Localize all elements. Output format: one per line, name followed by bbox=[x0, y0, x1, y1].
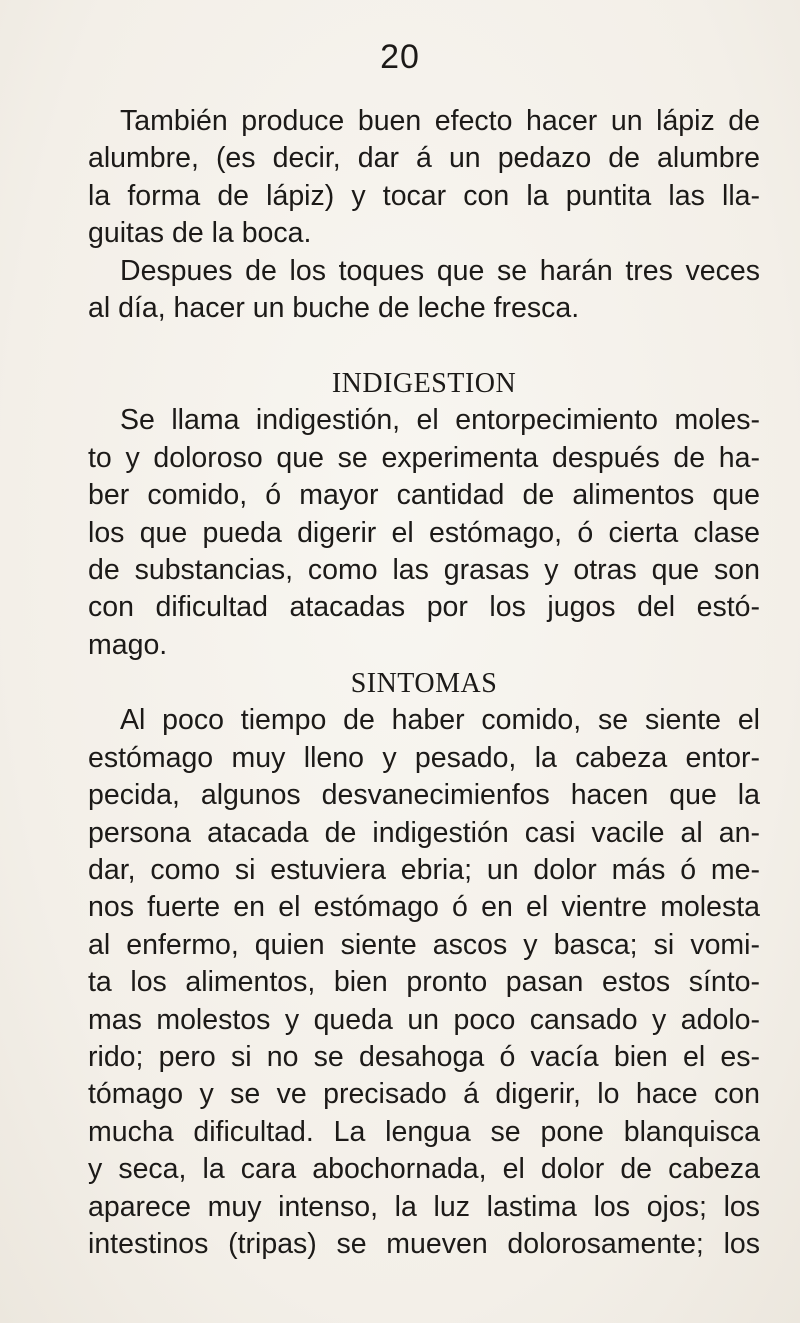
text-line: la forma de lápiz) y tocar con la puntita las lla- bbox=[88, 179, 760, 212]
text-line: aparece muy intenso, la luz lastima los ojos; los bbox=[88, 1190, 760, 1223]
text-line: mucha dificultad. La lengua se pone blanquisca bbox=[88, 1115, 760, 1148]
text-line: persona atacada de indigestión casi vacile al an- bbox=[88, 816, 760, 849]
paragraph-alumbre bbox=[88, 103, 760, 253]
text-line: estómago muy lleno y pesado, la cabeza entor- bbox=[88, 741, 760, 774]
text-line: nos fuerte en el estómago ó en el vientre molesta bbox=[88, 891, 760, 924]
text-line: intestinos (tripas) se mueven dolorosamente; los bbox=[88, 1228, 760, 1261]
text-line: mas molestos y queda un poco cansado y adolo- bbox=[88, 1003, 760, 1036]
text-line: pecida, algunos desvanecimienfos hacen que la bbox=[88, 779, 760, 812]
text-line: Se llama indigestión, el entorpecimiento moles- bbox=[120, 404, 760, 437]
page-number: 20 bbox=[380, 38, 420, 76]
text-line: ta los alimentos, bien pronto pasan estos sínto- bbox=[88, 966, 760, 999]
section-indigestion bbox=[88, 365, 760, 664]
section-sintomas bbox=[88, 665, 760, 1264]
text-line: de substancias, como las grasas y otras que son bbox=[88, 554, 760, 587]
text-line: al día, hacer un buche de leche fresca. bbox=[88, 292, 580, 325]
text-line: al enfermo, quien siente ascos y basca; si vomi- bbox=[88, 928, 760, 961]
section-heading: SINTOMAS bbox=[350, 668, 498, 699]
text-line: rido; pero si no se desahoga ó vacía bien el es- bbox=[88, 1041, 760, 1074]
intro-text bbox=[88, 103, 760, 327]
text-line: alumbre, (es decir, dar á un pedazo de alumbre bbox=[88, 142, 760, 175]
text-line: También produce buen efecto hacer un lápiz de bbox=[120, 105, 760, 137]
text-line: ber comido, ó mayor cantidad de alimentos que bbox=[88, 479, 760, 512]
text-line: y seca, la cara abochornada, el dolor de cabeza bbox=[88, 1153, 760, 1186]
text-line: Al poco tiempo de haber comido, se siente el bbox=[120, 704, 760, 737]
text-line: tómago y se ve precisado á digerir, lo hace con bbox=[88, 1078, 760, 1111]
text-line: con dificultad atacadas por los jugos del estó- bbox=[88, 591, 760, 624]
text-line: guitas de la boca. bbox=[88, 217, 312, 250]
section-heading: INDIGESTION bbox=[331, 368, 517, 399]
text-line: to y doloroso que se experimenta después de ha- bbox=[88, 441, 760, 474]
paragraph-leche bbox=[88, 253, 760, 328]
text-line: mago. bbox=[88, 628, 168, 661]
text-line: los que pueda digerir el estómago, ó cierta clase bbox=[88, 516, 760, 549]
text-line: dar, como si estuviera ebria; un dolor más ó me- bbox=[88, 854, 760, 887]
text-line: Despues de los toques que se harán tres veces bbox=[120, 254, 760, 287]
